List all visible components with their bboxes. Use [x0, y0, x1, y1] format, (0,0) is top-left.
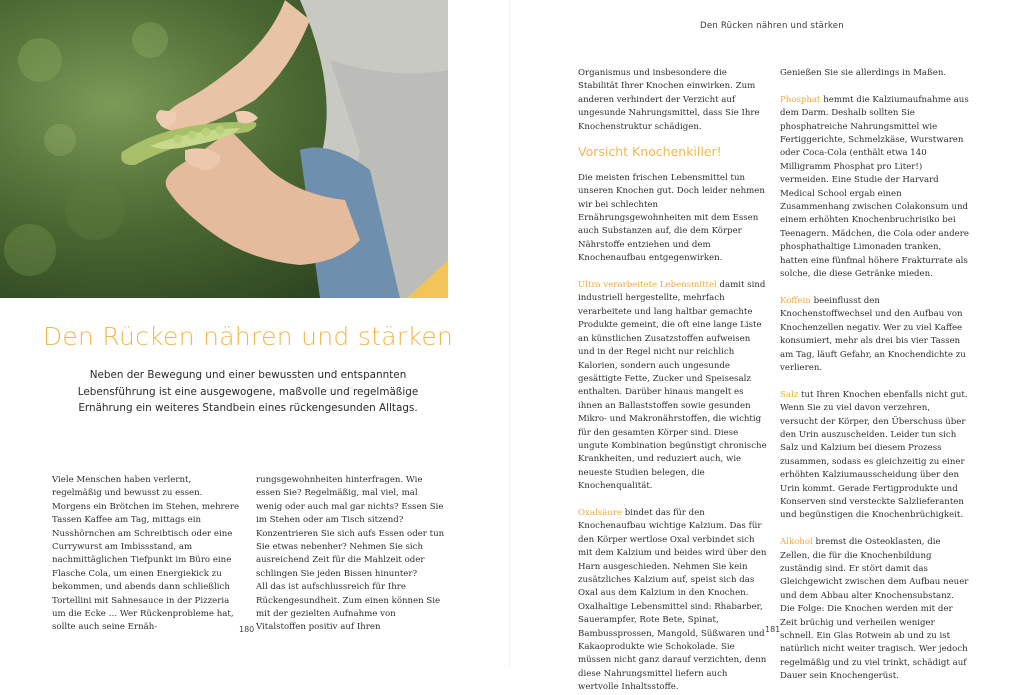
right-column-1	[578, 67, 768, 695]
body-paragraph: Alkohol bremst die Osteoklasten, die Zellen, die für die Knochenbildung zuständig sind. Er stört damit das Gleichgewicht zwischen dem Aufbau neuer und dem Abbau alter Knochensubstanz. Die Folge: Die Knochen werden mit der Zeit brüchig und verheilen weniger schnell. Ein Glas Rotwein ab und zu ist natürlich nicht weiter tragisch. Wer jedoch regelmäßig und zu viel trinkt, schädigt auf Dauer sein Knochengerüst.	[780, 537, 969, 682]
section-heading: Vorsicht Knochenkiller!	[578, 144, 722, 160]
page-number-right: 181	[765, 625, 781, 634]
body-paragraph: Ultra verarbeitete Lebensmittel damit sind industriell hergestellte, mehrfach verarbeitete und lang haltbar gemachte Produkte gemeint, die oft eine lange Liste an künstlichen Zusatzstoffen aufweisen und in der Regel nicht nur reichlich Kalorien, sondern auch ungesunde gesättigte Fette, Zucker und Speisesalz enthalten. Darüber hinaus mangelt es ihnen an Ballaststoffen sowie gesunden Mikro- und Makronährstoffen, die wichtig für den gesamten Körper sind. Diese ungute Kombination begünstigt chronische Krankheiten, und reduziert auch, wie neueste Studien belegen, die Knochenqualität.	[578, 280, 767, 492]
running-head: Den Rücken nähren und stärken	[700, 21, 844, 31]
body-paragraph: Phosphat hemmt die Kalziumaufnahme aus dem Darm. Deshalb sollten Sie phosphatreiche Nahrungsmittel wie Fertiggerichte, Schmelzkäse, Wurstwaren oder Coca-Cola (enthält etwa 140 Milligramm Phosphat pro Liter!) vermeiden. Eine Studie der Harvard Medical School ergab einen Zusammenhang zwischen Colakonsum und einem erhöhten Knochenbruchrisiko bei Teenagern. Mädchen, die Cola oder andere phosphathaltige Limonaden tranken, hatten eine fünfmal höhere Frakturrate als solche, die diese Getränke mieden.	[780, 94, 969, 280]
keyword: Phosphat	[780, 94, 821, 105]
gutter-divider	[509, 0, 510, 667]
keyword: Oxalsäure	[578, 507, 623, 518]
body-paragraph: Organismus und insbesondere die Stabilität Ihrer Knochen einwirken. Zum anderen verhindert der Verzicht auf ungesunde Nahrungsmittel, dass Sie Ihre Knochenstruktur schädigen.	[578, 68, 760, 132]
chapter-intro: Neben der Bewegung und einer bewussten und entspannten Lebensführung ist eine ausgewogene, maßvolle und regelmäßige Ernährung ein weiteres Standbein eines rückengesunden Alltags.	[77, 369, 419, 414]
corner-accent	[403, 260, 448, 298]
body-paragraph: Oxalsäure bindet das für den Knochenaufbau wichtige Kalzium. Das für den Körper wertlose Oxal verbindet sich mit dem Kalzium und beides wird über den Harn ausgeschieden. Nehmen Sie kein zusätzliches Kalzium auf, speist sich das Oxal aus dem Kalzium in den Knochen. Oxalhaltige Lebensmittel sind: Rhabarber, Sauerampfer, Rote Bete, Spinat, Bambussprossen, Mangold, Süßwaren und Kakaoprodukte wie Schokolade. Sie müssen nicht ganz darauf verzichten, denn diese Nahrungsmittel liefern auch wertvolle Inhaltsstoffe.	[578, 507, 767, 693]
left-column-1	[52, 474, 242, 635]
keyword: Koffein	[780, 295, 811, 306]
keyword: Alkohol	[780, 537, 813, 548]
body-paragraph: rungsgewohnheiten hinterfragen. Wie essen Sie? Regelmäßig, mal viel, mal wenig oder auch mal gar nichts? Essen Sie im Stehen oder am Tisch sitzend? Konzentrieren Sie sich aufs Essen oder tun Sie etwas nebenher? Nehmen Sie sich ausreichend Zeit für die Mahlzeit oder schlingen Sie jeden Bissen hinunter?	[256, 475, 445, 579]
body-paragraph: Genießen Sie sie allerdings in Maßen.	[780, 68, 947, 78]
right-column-2	[780, 67, 970, 684]
chapter-title: Den Rücken nähren und stärken	[42, 322, 454, 351]
page-number-left: 180	[239, 625, 255, 634]
body-paragraph: All das ist aufschlussreich für Ihre Rückengesundheit. Zum einen können Sie mit der gezielten Aufnahme von Vitalstoffen positiv auf Ihren	[256, 582, 441, 633]
keyword: Ultra verarbeitete Lebensmittel	[578, 280, 717, 291]
keyword: Salz	[780, 389, 799, 400]
body-paragraph: Viele Menschen haben verlernt, regelmäßig und bewusst zu essen. Morgens ein Brötchen im Stehen, mehrere Tassen Kaffee am Tag, mittags ein Nusshörnchen am Schreibtisch oder eine Currywurst am Imbissstand, am nachmittäglichen Tiefpunkt im Büro eine Flasche Cola, um einen Energiekick zu bekommen, und abends dann schließlich Tortellini mit Sahnesauce in der Pizzeria um die Ecke … Wer Rückenprobleme hat, sollte auch seine Ernäh-	[52, 475, 240, 633]
left-column-2	[256, 474, 446, 635]
pea-pod-photo	[0, 0, 448, 298]
body-paragraph: Salz tut Ihren Knochen ebenfalls nicht gut. Wenn Sie zu viel davon verzehren, versucht der Körper, den Überschuss über den Urin auszuscheiden. Leider tun sich Salz und Kalzium bei diesem Prozess zusammen, sodass es gleichzeitig zu einer erhöhten Kalziumausscheidung über den Urin kommt. Gerade Fertigprodukte und Konserven sind versteckte Salzlieferanten und begünstigen die Knochenbrüchigkeit.	[780, 389, 968, 521]
body-paragraph: Koffein beeinflusst den Knochenstoffwechsel und den Aufbau von Knochenzellen negativ. Wer zu viel Kaffee konsumiert, mehr als drei bis vier Tassen am Tag, läuft Gefahr, an Knochendichte zu verlieren.	[780, 295, 966, 373]
body-paragraph: Die meisten frischen Lebensmittel tun unseren Knochen gut. Doch leider nehmen wir bei schlechten Ernährungsgewohnheiten mit dem Essen auch Substanzen auf, die dem Körper Nährstoffe entziehen und dem Knochenaufbau entgegenwirken.	[578, 172, 765, 264]
